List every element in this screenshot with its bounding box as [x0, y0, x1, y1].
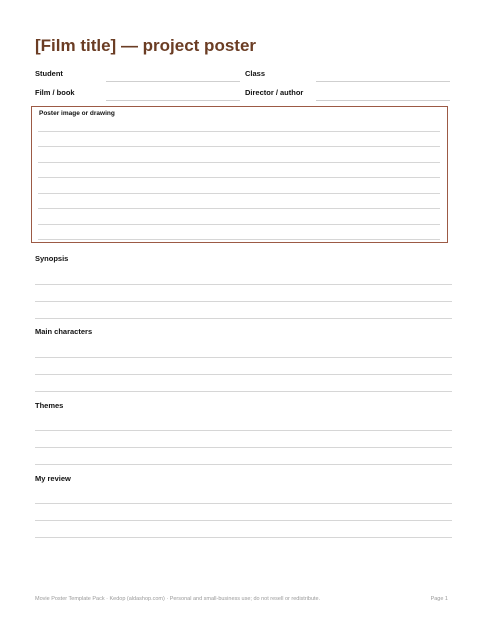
director-field[interactable] — [316, 100, 450, 101]
poster-line[interactable] — [38, 193, 440, 194]
director-label: Director / author — [245, 88, 304, 97]
synopsis-line[interactable] — [35, 301, 452, 302]
themes-line[interactable] — [35, 447, 452, 448]
film-label: Film / book — [35, 88, 75, 97]
class-label: Class — [245, 69, 266, 78]
poster-line[interactable] — [38, 224, 440, 225]
synopsis-line[interactable] — [35, 318, 452, 319]
synopsis-heading: Synopsis — [35, 254, 69, 263]
poster-line[interactable] — [38, 208, 440, 209]
poster-box[interactable] — [31, 106, 448, 243]
themes-heading: Themes — [35, 401, 64, 410]
characters-line[interactable] — [35, 374, 452, 375]
poster-line[interactable] — [38, 239, 440, 240]
characters-line[interactable] — [35, 391, 452, 392]
page-title: [Film title] — project poster — [35, 36, 257, 55]
characters-heading: Main characters — [35, 327, 93, 336]
poster-line[interactable] — [38, 162, 440, 163]
poster-line[interactable] — [38, 177, 440, 178]
poster-line[interactable] — [38, 146, 440, 147]
class-field[interactable] — [316, 81, 450, 82]
review-line[interactable] — [35, 520, 452, 521]
poster-line[interactable] — [38, 131, 440, 132]
characters-line[interactable] — [35, 357, 452, 358]
synopsis-line[interactable] — [35, 284, 452, 285]
review-heading: My review — [35, 474, 71, 483]
review-line[interactable] — [35, 537, 452, 538]
themes-line[interactable] — [35, 464, 452, 465]
footer-text: Movie Poster Template Pack · Kedop (aldashop.com) · Personal and small-business use; do not resell or redistribute. — [35, 596, 321, 602]
review-line[interactable] — [35, 503, 452, 504]
page-number: Page 1 — [430, 596, 448, 602]
poster-label: Poster image or drawing — [39, 110, 115, 117]
themes-line[interactable] — [35, 430, 452, 431]
film-field[interactable] — [106, 100, 240, 101]
student-field[interactable] — [106, 81, 240, 82]
student-label: Student — [35, 69, 63, 78]
